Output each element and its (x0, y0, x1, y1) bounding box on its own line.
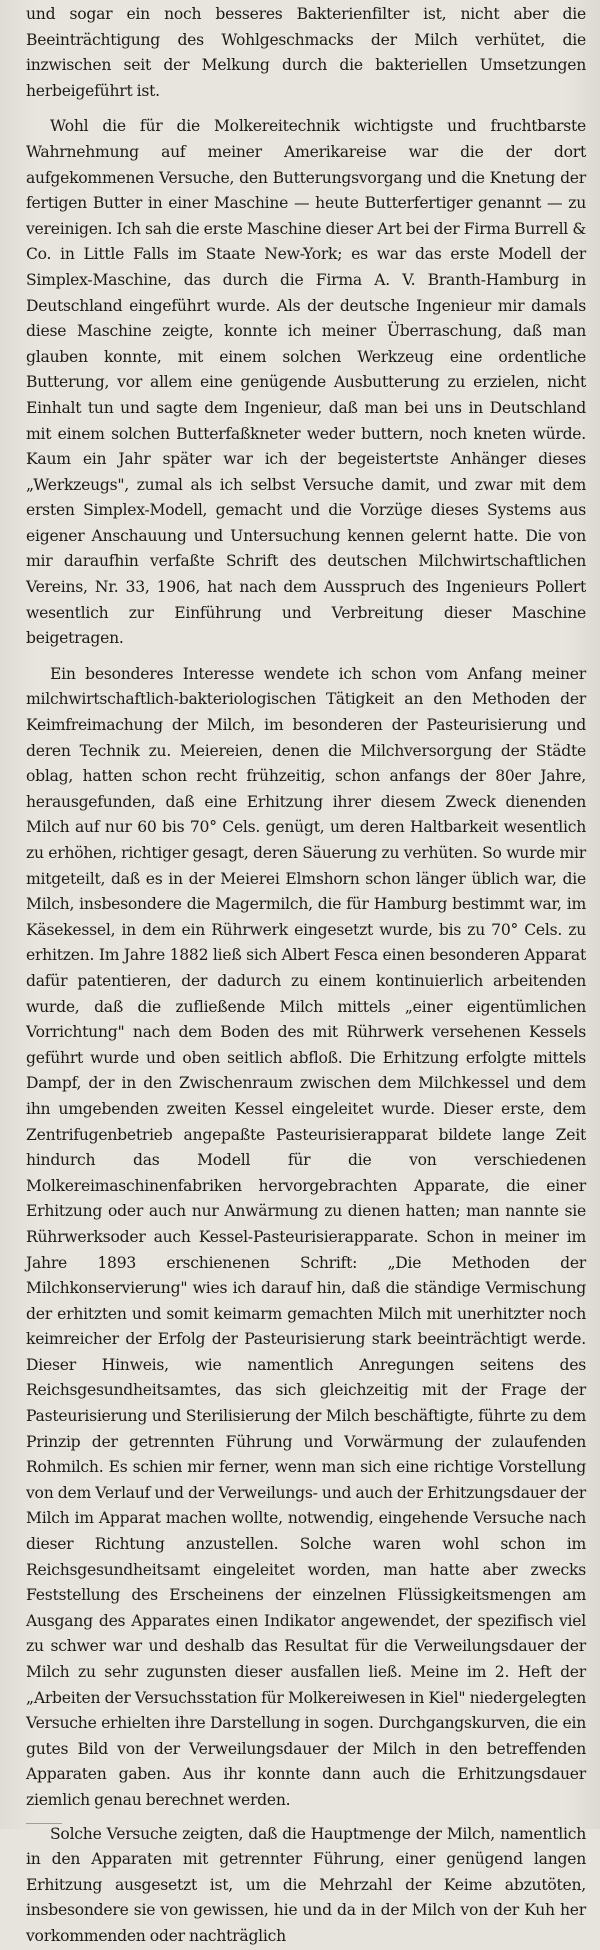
paragraph-2: Wohl die für die Molkereitechnik wichtigste und fruchtbarste Wahrnehmung auf meiner Amerikareise war die der dort aufgekommenen Versuche, den Butterungsvorgang und die Knetung der fertigen Butter in einer Maschine — heute Butterfertiger genannt — zu vereinigen. Ich sah die erste Maschine dieser Art bei der Firma Burrell & Co. in Little Falls im Staate New-York; es war das erste Modell der Simplex-Maschine, das durch die Firma A. V. Branth-Hamburg in Deutschland eingeführt wurde. Als der deutsche Ingenieur mir damals diese Maschine zeigte, konnte ich meiner Überraschung, daß man glauben konnte, mit einem solchen Werkzeug eine ordentliche Butterung, vor allem eine genügende Ausbutterung zu erzielen, nicht Einhalt tun und sagte dem Ingenieur, daß man bei uns in Deutschland mit einem solchen Butterfaßkneter weder buttern, noch kneten würde. Kaum ein Jahr später war ich der begeistertste Anhänger dieses „Werkzeugs", zumal als ich selbst Versuche damit, und zwar mit dem ersten Simplex-Modell, gemacht und die Vorzüge dieses Systems aus eigener Anschauung und Untersuchung kennen gelernt hatte. Die von mir daraufhin verfaßte Schrift des deutschen Milchwirtschaftlichen Vereins, Nr. 33, 1906, hat nach dem Ausspruch des Ingenieurs Pollert wesentlich zur Einführung und Verbreitung dieser Maschine beigetragen. (26, 117, 586, 648)
paragraph-gap (26, 652, 586, 662)
paragraph-gap (26, 1814, 586, 1822)
paragraph-1: und sogar ein noch besseres Bakterienfilter ist, nicht aber die Beeinträchtigung des Wohlgeschmacks der Milch verhütet, die inzwischen seit der Melkung durch die bakteriellen Umsetzungen herbeigeführt ist. (26, 5, 586, 100)
paragraph-gap (26, 104, 586, 114)
paragraph-4: Solche Versuche zeigten, daß die Hauptmenge der Milch, namentlich in den Apparaten mit getrennter Führung, einer genügend langen Erhitzung ausgesetzt ist, um die Mehrzahl der Keime abzutöten, insbesondere sie von gewissen, hie und da in der Milch von der Kuh her vorkommenden oder nachträglich (26, 1824, 586, 1945)
page-bottom-rule (26, 1823, 62, 1827)
paragraph-3: Ein besonderes Interesse wendete ich schon vom Anfang meiner milchwirtschaftlich-bakteriologischen Tätigkeit an den Methoden der Keimfreimachung der Milch, im besonderen der Pasteurisierung und deren Technik zu. Meiereien, denen die Milchversorgung der Städte oblag, hatten schon recht frühzeitig, schon anfangs der 80er Jahre, herausgefunden, daß eine Erhitzung ihrer diesem Zweck dienenden Milch auf nur 60 bis 70° Cels. genügt, um deren Haltbarkeit wesentlich zu erhöhen, richtiger gesagt, deren Säuerung zu verhüten. So wurde mir mitgeteilt, daß es in der Meierei Elmshorn schon länger üblich war, die Milch, insbesondere die Magermilch, die für Hamburg bestimmt war, im Käsekessel, in dem ein Rührwerk eingesetzt wurde, bis zu 70° Cels. zu erhitzen. Im Jahre 1882 ließ sich Albert Fesca einen besonderen Apparat dafür patentieren, der dadurch zu einem kontinuierlich arbeitenden wurde, daß die zufließende Milch mittels „einer eigentümlichen Vorrichtung" nach dem Boden des mit Rührwerk versehenen Kessels geführt wurde und oben seitlich abfloß. Die Erhitzung erfolgte mittels Dampf, der in den Zwischenraum zwischen dem Milchkessel und dem ihn umgebenden zweiten Kessel eingeleitet wurde. Dieser erste, dem Zentrifugenbetrieb angepaßte Pasteurisierapparat bildete lange Zeit hindurch das Modell für die von verschiedenen Molkereimaschinenfabriken hervorgebrachten Apparate, die einer Erhitzung oder auch nur Anwärmung zu dienen hatten; man nannte sie Rührwerksoder auch Kessel-Pasteurisierapparate. Schon in meiner im Jahre 1893 erschienenen Schrift: „Die Methoden der Milchkonservierung" wies ich darauf hin, daß die ständige Vermischung der erhitzten und somit keimarm gemachten Milch mit unerhitzter noch keimreicher der Erfolg der Pasteurisierung stark beeinträchtigt werde. Dieser Hinweis, wie namentlich Anregungen seitens des Reichsgesundheitsamtes, das sich gleichzeitig mit der Frage der Pasteurisierung und Sterilisierung der Milch beschäftigte, führte zu dem Prinzip der getrennten Führung und Vorwärmung der zulaufenden Rohmilch. Es schien mir ferner, wenn man sich eine richtige Vorstellung von dem Verlauf und der Verweilungs- und auch der Erhitzungsdauer der Milch im Apparat machen wollte, notwendig, eingehende Versuche nach dieser Richtung anzustellen. Solche waren wohl schon im Reichsgesundheitsamt eingeleitet worden, man hatte aber zwecks Feststellung des Erscheinens der einzelnen Flüssigkeitsmengen am Ausgang des Apparates einen Indikator angewendet, der spezifisch viel zu schwer war und deshalb das Resultat für die Verweilungsdauer der Milch zu sehr zugunsten dieser ausfallen ließ. Meine im 2. Heft der „Arbeiten der Versuchsstation für Molkereiwesen in Kiel" niedergelegten Versuche erhielten ihre Darstellung in sogen. Durchgangskurven, die ein gutes Bild von der Verweilungsdauer der Milch in den betreffenden Apparaten gaben. Aus ihr konnte dann auch die Erhitzungsdauer ziemlich genau berechnet werden. (26, 664, 586, 1809)
